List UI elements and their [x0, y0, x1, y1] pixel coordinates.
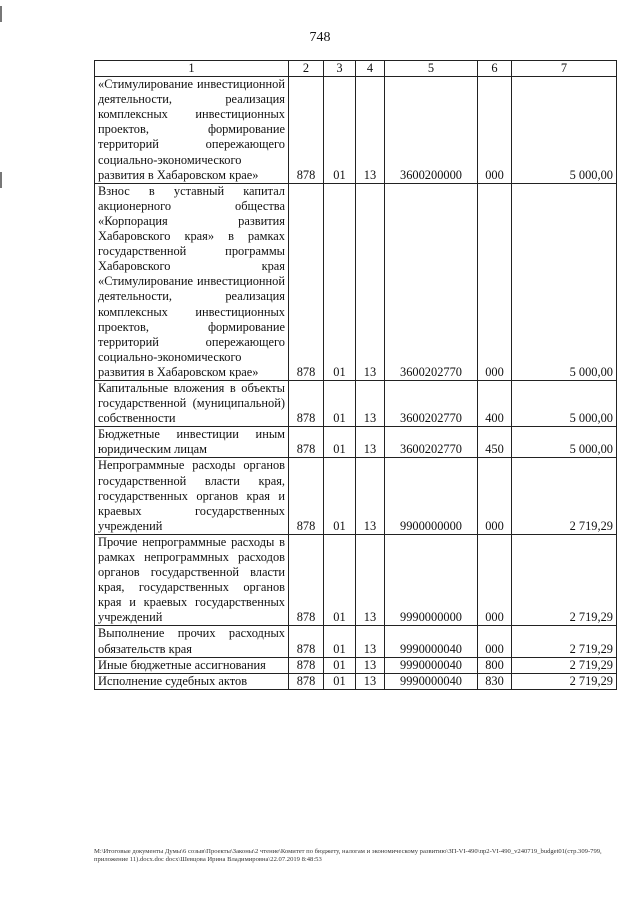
row-code-admin: 878	[289, 427, 324, 458]
row-code-admin: 878	[289, 183, 324, 380]
row-code-section: 01	[324, 626, 356, 657]
row-description: Капитальные вложения в объекты государственной (муниципальной) собственности	[95, 380, 289, 426]
row-code-admin: 878	[289, 626, 324, 657]
row-code-target: 3600202770	[385, 183, 478, 380]
row-code-subsection: 13	[356, 534, 385, 626]
row-code-section: 01	[324, 673, 356, 689]
row-amount: 5 000,00	[512, 77, 617, 184]
row-amount: 2 719,29	[512, 458, 617, 534]
row-amount: 5 000,00	[512, 183, 617, 380]
scan-edge-mark-mid	[0, 172, 2, 188]
table-row	[95, 427, 617, 458]
row-amount: 2 719,29	[512, 673, 617, 689]
table-row	[95, 626, 617, 657]
row-code-target: 3600200000	[385, 77, 478, 184]
row-code-admin: 878	[289, 77, 324, 184]
row-amount: 2 719,29	[512, 657, 617, 673]
row-code-target: 9990000040	[385, 626, 478, 657]
row-code-admin: 878	[289, 380, 324, 426]
row-code-expense-type: 000	[478, 626, 512, 657]
row-code-expense-type: 000	[478, 458, 512, 534]
row-code-subsection: 13	[356, 657, 385, 673]
row-description: Выполнение прочих расходных обязательств края	[95, 626, 289, 657]
row-code-expense-type: 000	[478, 77, 512, 184]
row-code-section: 01	[324, 380, 356, 426]
header-col-5: 5	[385, 61, 478, 77]
row-code-expense-type: 450	[478, 427, 512, 458]
row-description: Бюджетные инвестиции иным юридическим лицам	[95, 427, 289, 458]
row-amount: 2 719,29	[512, 534, 617, 626]
header-col-1: 1	[95, 61, 289, 77]
budget-table	[94, 60, 617, 690]
row-code-admin: 878	[289, 458, 324, 534]
row-code-target: 9900000000	[385, 458, 478, 534]
table-row	[95, 183, 617, 380]
row-code-section: 01	[324, 657, 356, 673]
table-row	[95, 77, 617, 184]
header-col-7: 7	[512, 61, 617, 77]
row-description: Взнос в уставный капитал акционерного общества «Корпорация развития Хабаровского края» в рамках государственной программы Хабаровского края «Стимулирование инвестиционной деятельности, реализация комплексных инвестиционных проектов, формирование территорий опережающего социально-экономического развития в Хабаровском крае»	[95, 183, 289, 380]
row-code-subsection: 13	[356, 380, 385, 426]
row-code-section: 01	[324, 183, 356, 380]
row-code-expense-type: 830	[478, 673, 512, 689]
row-code-subsection: 13	[356, 626, 385, 657]
table-row	[95, 534, 617, 626]
table-row	[95, 657, 617, 673]
row-code-section: 01	[324, 77, 356, 184]
row-code-expense-type: 000	[478, 534, 512, 626]
table-header-row	[95, 61, 617, 77]
row-description: Исполнение судебных актов	[95, 673, 289, 689]
table-row	[95, 380, 617, 426]
row-code-section: 01	[324, 427, 356, 458]
row-code-expense-type: 000	[478, 183, 512, 380]
row-code-target: 9990000040	[385, 657, 478, 673]
row-code-expense-type: 800	[478, 657, 512, 673]
row-code-section: 01	[324, 534, 356, 626]
row-code-target: 3600202770	[385, 427, 478, 458]
header-col-6: 6	[478, 61, 512, 77]
row-amount: 5 000,00	[512, 380, 617, 426]
row-description: «Стимулирование инвестиционной деятельности, реализация комплексных инвестиционных проектов, формирование территорий опережающего социально-экономического развития в Хабаровском крае»	[95, 77, 289, 184]
row-description: Непрограммные расходы органов государственной власти края, государственных органов края и краевых государственных учреждений	[95, 458, 289, 534]
document-path-footer: M:\Итоговые документы Думы\6 созыв\Проекты\Законы\2 чтение\Комитет по бюджету, налогам и экономическому развитию\ЗП-VI-490\пр2-VI-490_v240719_budget01(стр.309-799, приложение 11).docx.doc docx\Шевцова Ирина Владимировна\22.07.2019 8:48:53	[94, 848, 602, 863]
row-code-admin: 878	[289, 673, 324, 689]
row-code-target: 3600202770	[385, 380, 478, 426]
header-col-3: 3	[324, 61, 356, 77]
row-code-admin: 878	[289, 657, 324, 673]
row-code-subsection: 13	[356, 183, 385, 380]
table-row	[95, 458, 617, 534]
row-code-subsection: 13	[356, 427, 385, 458]
row-code-target: 9990000040	[385, 673, 478, 689]
row-code-expense-type: 400	[478, 380, 512, 426]
header-col-2: 2	[289, 61, 324, 77]
row-code-target: 9990000000	[385, 534, 478, 626]
table-row	[95, 673, 617, 689]
row-description: Прочие непрограммные расходы в рамках непрограммных расходов органов государственной власти края, государственных органов края и краевых государственных учреждений	[95, 534, 289, 626]
header-col-4: 4	[356, 61, 385, 77]
page-number: 748	[309, 30, 331, 45]
row-code-subsection: 13	[356, 673, 385, 689]
row-code-admin: 878	[289, 534, 324, 626]
row-code-section: 01	[324, 458, 356, 534]
scan-edge-mark-top	[0, 6, 2, 22]
row-code-subsection: 13	[356, 458, 385, 534]
row-description: Иные бюджетные ассигнования	[95, 657, 289, 673]
row-code-subsection: 13	[356, 77, 385, 184]
row-amount: 5 000,00	[512, 427, 617, 458]
row-amount: 2 719,29	[512, 626, 617, 657]
